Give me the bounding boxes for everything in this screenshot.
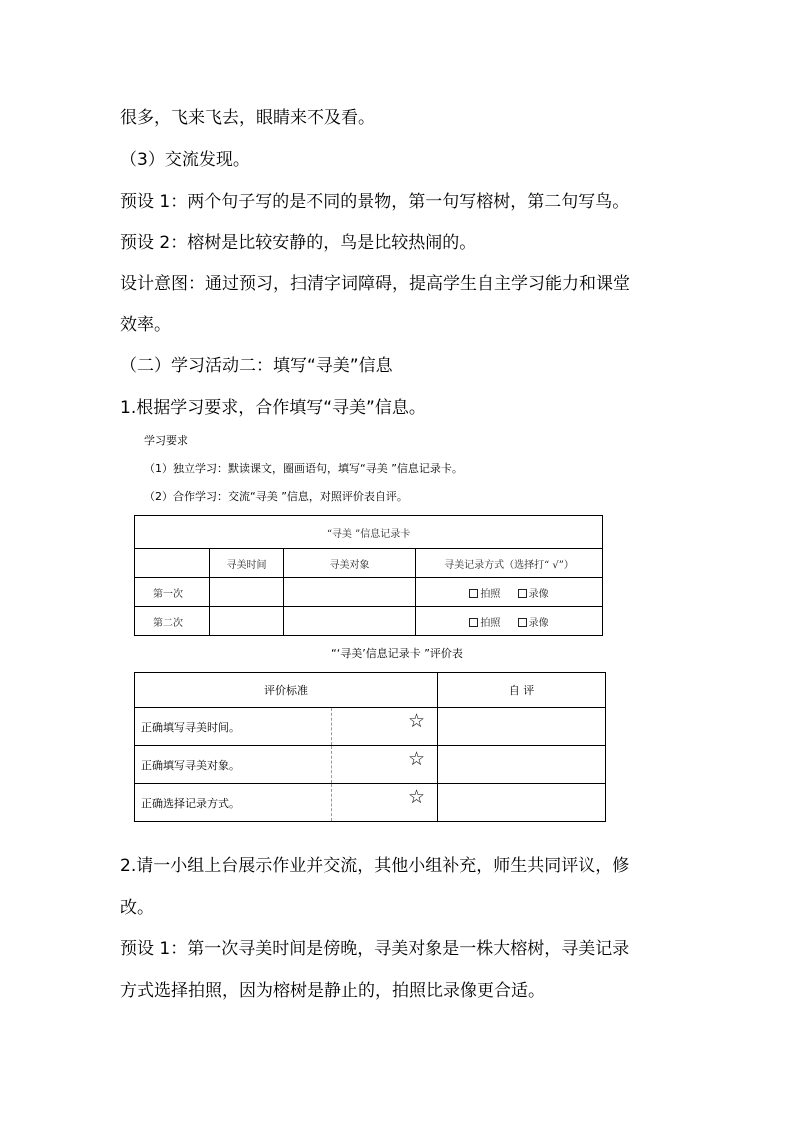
evaluation-table [134, 672, 606, 822]
header-time: 寻美时间 [210, 549, 284, 578]
preset-1-line-1: 预设 1：第一次寻美时间是傍晚，寻美对象是一株大榕树，寻美记录 [120, 939, 630, 959]
checkbox-icon[interactable] [518, 618, 527, 627]
eval-table-caption: “‘寻美’信息记录卡 ”评价表 [331, 647, 463, 660]
star-icon[interactable]: ☆ [332, 746, 438, 784]
preset-2: 预设 2：榕树是比较安静的，鸟是比较热闹的。 [120, 233, 477, 253]
eval-row [135, 784, 606, 822]
task-1-heading: 1.根据学习要求，合作填写“寻美”信息。 [120, 398, 426, 418]
method-cell [416, 607, 603, 636]
record-card-title: “寻美 ”信息记录卡 [135, 516, 603, 549]
task-2-line-1: 2.请一小组上台展示作业并交流，其他小组补充，师生共同评议，修 [120, 856, 630, 876]
activity-2-heading: （二）学习活动二：填写“寻美”信息 [120, 356, 393, 376]
criteria-text: 正确填写寻美对象。 [135, 746, 332, 784]
requirements-title: 学习要求 [144, 434, 188, 447]
header-method: 寻美记录方式（选择打“ √”） [416, 549, 603, 578]
self-eval-cell[interactable] [438, 708, 606, 746]
step-3-heading: （3）交流发现。 [120, 150, 250, 170]
eval-header-row [135, 673, 606, 708]
star-icon[interactable]: ☆ [332, 708, 438, 746]
design-intent-line-2: 效率。 [120, 315, 171, 335]
eval-row [135, 708, 606, 746]
time-cell[interactable] [210, 578, 284, 607]
object-cell[interactable] [284, 607, 416, 636]
option-video[interactable]: 录像 [518, 589, 549, 600]
requirement-item-1: （1）独立学习：默读课文，圈画语句，填写“寻美 ”信息记录卡。 [144, 462, 463, 475]
header-object: 寻美对象 [284, 549, 416, 578]
criteria-text: 正确填写寻美时间。 [135, 708, 332, 746]
option-video[interactable]: 录像 [518, 618, 549, 629]
method-cell [416, 578, 603, 607]
option-photo[interactable]: 拍照 [469, 589, 500, 600]
header-blank [135, 549, 210, 578]
checkbox-icon[interactable] [469, 589, 478, 598]
star-icon[interactable]: ☆ [332, 784, 438, 822]
checkbox-icon[interactable] [518, 589, 527, 598]
record-row-first [135, 578, 603, 607]
self-eval-cell[interactable] [438, 784, 606, 822]
record-card-table [134, 515, 603, 636]
self-eval-cell[interactable] [438, 746, 606, 784]
preset-1: 预设 1：两个句子写的是不同的景物，第一句写榕树，第二句写鸟。 [120, 192, 630, 212]
eval-row [135, 746, 606, 784]
paragraph-continuation: 很多，飞来飞去，眼睛来不及看。 [120, 108, 375, 128]
object-cell[interactable] [284, 578, 416, 607]
criteria-text: 正确选择记录方式。 [135, 784, 332, 822]
record-row-second [135, 607, 603, 636]
option-photo[interactable]: 拍照 [469, 618, 500, 629]
time-cell[interactable] [210, 607, 284, 636]
task-2-line-2: 改。 [120, 898, 154, 918]
design-intent-line-1: 设计意图：通过预习，扫清字词障碍，提高学生自主学习能力和课堂 [120, 274, 630, 294]
row-label: 第二次 [135, 607, 210, 636]
row-label: 第一次 [135, 578, 210, 607]
record-card-header-row [135, 549, 603, 578]
header-criteria: 评价标准 [135, 673, 438, 708]
header-self-eval: 自 评 [438, 673, 606, 708]
checkbox-icon[interactable] [469, 618, 478, 627]
requirement-item-2: （2）合作学习：交流“寻美 ”信息，对照评价表自评。 [144, 490, 408, 503]
preset-1-line-2: 方式选择拍照，因为榕树是静止的，拍照比录像更合适。 [120, 981, 545, 1001]
